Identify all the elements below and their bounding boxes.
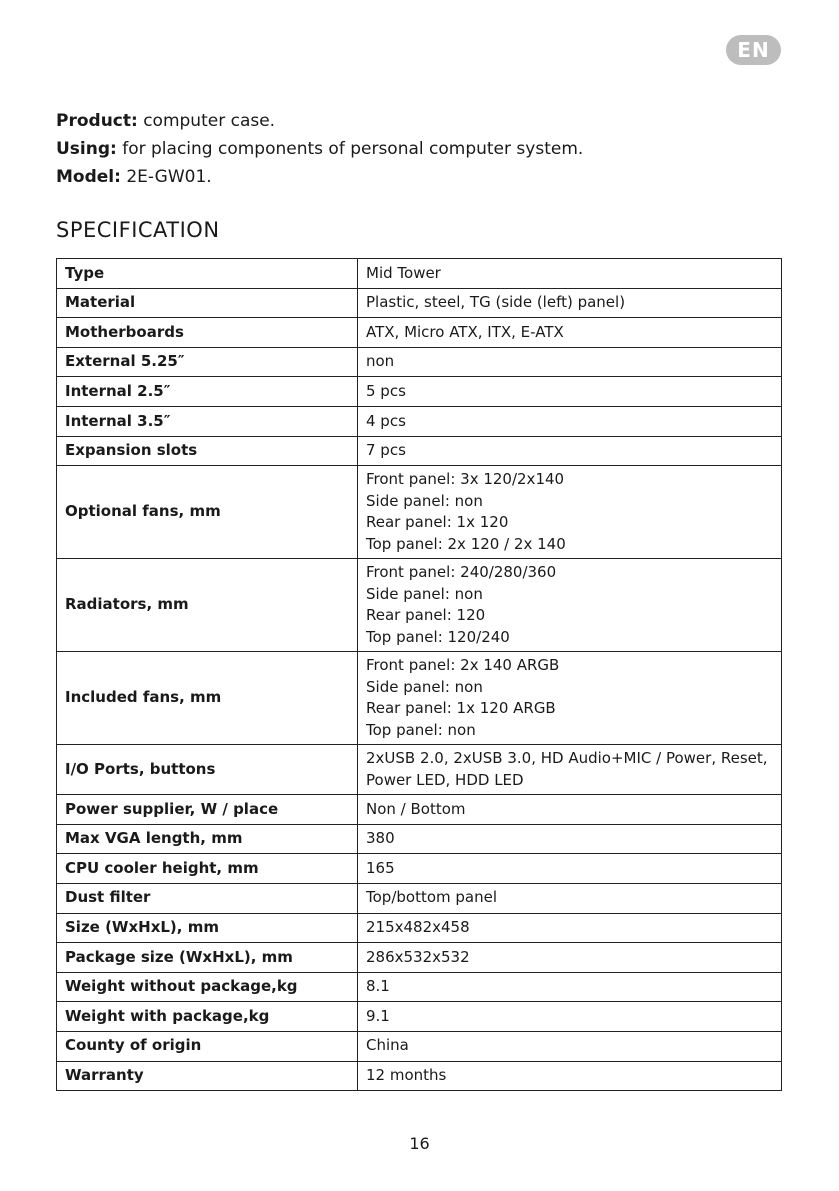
using-label: Using: [56, 139, 117, 159]
spec-value: Mid Tower [358, 259, 782, 289]
spec-value-line: 2xUSB 2.0, 2xUSB 3.0, HD Audio+MIC / Power, Reset, [366, 749, 768, 768]
specification-heading: SPECIFICATION [56, 218, 220, 242]
spec-value-line: Side panel: non [366, 584, 483, 603]
table-row [57, 406, 782, 436]
spec-key: Motherboards [57, 318, 358, 348]
table-row [57, 347, 782, 377]
language-badge: EN [726, 35, 781, 65]
table-row [57, 913, 782, 943]
model-label: Model: [56, 167, 121, 187]
spec-value [358, 652, 782, 745]
spec-value: 165 [358, 854, 782, 884]
table-row [57, 466, 782, 559]
using-value: for placing components of personal computer system. [122, 139, 584, 159]
table-row [57, 824, 782, 854]
page-number: 16 [409, 1134, 430, 1153]
table-row [57, 1061, 782, 1091]
spec-value: Top/bottom panel [358, 883, 782, 913]
spec-value-line: Top panel: 2x 120 / 2x 140 [366, 534, 566, 553]
using-line [56, 135, 583, 163]
spec-value: 215x482x458 [358, 913, 782, 943]
table-row [57, 795, 782, 825]
spec-value: Plastic, steel, TG (side (left) panel) [358, 288, 782, 318]
spec-key: Package size (WxHxL), mm [57, 943, 358, 973]
spec-key: I/O Ports, buttons [57, 745, 358, 795]
spec-value: 4 pcs [358, 406, 782, 436]
spec-value-line: Top panel: 120/240 [366, 627, 510, 646]
spec-value: 8.1 [358, 972, 782, 1002]
model-line [56, 163, 583, 191]
spec-value: non [358, 347, 782, 377]
spec-key: Warranty [57, 1061, 358, 1091]
table-row [57, 318, 782, 348]
spec-value-line: Rear panel: 1x 120 [366, 513, 509, 532]
spec-value-line: Side panel: non [366, 677, 483, 696]
spec-value [358, 559, 782, 652]
table-row [57, 652, 782, 745]
specification-table [56, 258, 782, 1091]
spec-value [358, 745, 782, 795]
spec-key: Power supplier, W / place [57, 795, 358, 825]
spec-key: External 5.25″ [57, 347, 358, 377]
spec-value-line: Side panel: non [366, 491, 483, 510]
spec-value-line: Rear panel: 120 [366, 606, 486, 625]
spec-key: Max VGA length, mm [57, 824, 358, 854]
product-line [56, 107, 583, 135]
spec-key: Internal 3.5″ [57, 406, 358, 436]
spec-key: Included fans, mm [57, 652, 358, 745]
spec-value-line: Top panel: non [366, 720, 476, 739]
spec-value-line: Front panel: 3x 120/2x140 [366, 470, 565, 489]
table-row [57, 745, 782, 795]
spec-key: CPU cooler height, mm [57, 854, 358, 884]
table-row [57, 943, 782, 973]
spec-key: Size (WxHxL), mm [57, 913, 358, 943]
product-intro [56, 107, 583, 191]
table-row [57, 972, 782, 1002]
table-row [57, 288, 782, 318]
spec-value [358, 466, 782, 559]
spec-key: Weight with package,kg [57, 1002, 358, 1032]
spec-key: Type [57, 259, 358, 289]
table-row [57, 1031, 782, 1061]
table-row [57, 559, 782, 652]
spec-value: ATX, Micro ATX, ITX, E-ATX [358, 318, 782, 348]
spec-value: 380 [358, 824, 782, 854]
spec-key: Radiators, mm [57, 559, 358, 652]
table-row [57, 436, 782, 466]
spec-value-line: Rear panel: 1x 120 ARGB [366, 699, 556, 718]
spec-value-line: Front panel: 240/280/360 [366, 563, 557, 582]
table-row [57, 854, 782, 884]
spec-value-line: Front panel: 2x 140 ARGB [366, 656, 560, 675]
spec-key: County of origin [57, 1031, 358, 1061]
spec-key: Expansion slots [57, 436, 358, 466]
spec-value: China [358, 1031, 782, 1061]
spec-value: 286x532x532 [358, 943, 782, 973]
spec-key: Weight without package,kg [57, 972, 358, 1002]
spec-key: Optional fans, mm [57, 466, 358, 559]
spec-value: 7 pcs [358, 436, 782, 466]
product-value: computer case. [143, 111, 276, 131]
spec-value: Non / Bottom [358, 795, 782, 825]
spec-key: Internal 2.5″ [57, 377, 358, 407]
spec-value: 9.1 [358, 1002, 782, 1032]
spec-value-line: Power LED, HDD LED [366, 770, 524, 789]
table-row [57, 377, 782, 407]
table-row [57, 259, 782, 289]
product-label: Product: [56, 111, 138, 131]
spec-value: 5 pcs [358, 377, 782, 407]
table-row [57, 883, 782, 913]
table-row [57, 1002, 782, 1032]
spec-value: 12 months [358, 1061, 782, 1091]
model-value: 2E-GW01. [126, 167, 212, 187]
spec-key: Material [57, 288, 358, 318]
spec-key: Dust filter [57, 883, 358, 913]
